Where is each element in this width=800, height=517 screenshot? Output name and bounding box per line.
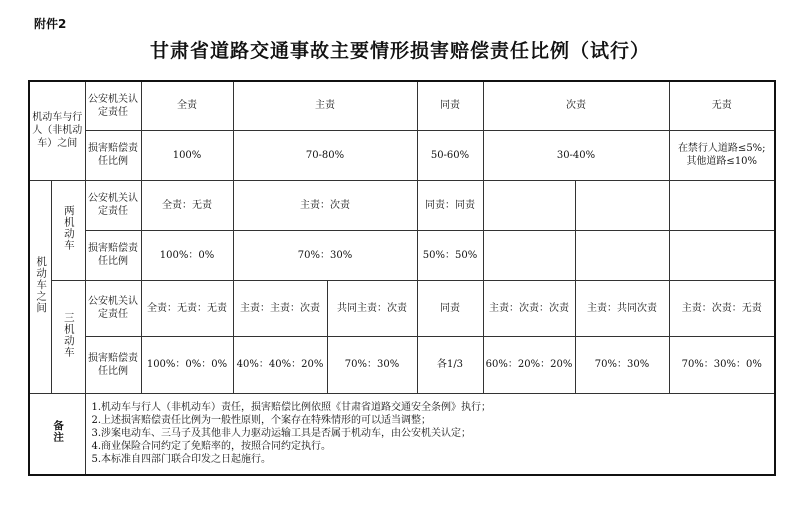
table-cell: 同责: [417, 280, 483, 336]
table-cell: [669, 180, 775, 230]
table-cell: 主责：主责：次责: [233, 280, 327, 336]
vehicle-group-label: [29, 180, 51, 393]
table-cell: [575, 230, 669, 280]
liability-table: [28, 80, 776, 476]
page-title: 甘肃省道路交通事故主要情形损害赔偿责任比例（试行）: [149, 40, 650, 62]
table-cell: 100%: [141, 130, 233, 180]
table-cell: 70%：30%：0%: [669, 336, 775, 393]
note-item: 5.本标准自四部门联合印发之日起施行。: [91, 454, 272, 466]
table-cell: 主责：次责: [233, 180, 417, 230]
table-cell: 全责：无责：无责: [141, 280, 233, 336]
table-cell: 60%：20%：20%: [483, 336, 575, 393]
table-cell: 100%：0%：0%: [141, 336, 233, 393]
two-vehicle-label: [51, 180, 85, 280]
table-cell: 70-80%: [233, 130, 417, 180]
table-cell: [669, 230, 775, 280]
table-row: [29, 336, 775, 393]
compensation-ratio-label: 损害赔偿责任比例: [85, 336, 141, 393]
two-vehicle-text: 两机动车: [62, 205, 75, 251]
table-cell: 100%：0%: [141, 230, 233, 280]
table-cell: 次责: [483, 81, 669, 130]
table-cell: 全责：无责: [141, 180, 233, 230]
table-cell: 70%：30%: [575, 336, 669, 393]
table-cell: 各1/3: [417, 336, 483, 393]
table-cell: 在禁行人道路≤5%; 其他道路≤10%: [669, 130, 775, 180]
compensation-ratio-label: 损害赔偿责任比例: [85, 130, 141, 180]
table-row: [29, 130, 775, 180]
compensation-ratio-label: 损害赔偿责任比例: [85, 230, 141, 280]
table-cell: 主责：次责：无责: [669, 280, 775, 336]
table-row: [29, 230, 775, 280]
note-item: 2.上述损害赔偿责任比例为一般性原则，个案存在特殊情形的可以适当调整；: [91, 415, 432, 427]
table-cell: [483, 180, 575, 230]
table-cell: 30-40%: [483, 130, 669, 180]
police-liability-label: 公安机关认定责任: [85, 81, 141, 130]
table-cell: 50%：50%: [417, 230, 483, 280]
table-cell: [483, 230, 575, 280]
table-row: [29, 280, 775, 336]
table-cell: 主责: [233, 81, 417, 130]
note-item: 3.涉案电动车、三马子及其他非人力驱动运输工具是否属于机动车，由公安机关认定；: [91, 428, 472, 440]
table-cell: 无责: [669, 81, 775, 130]
table-row: [29, 180, 775, 230]
notes-label: [29, 393, 85, 475]
police-liability-label: 公安机关认定责任: [85, 180, 141, 230]
police-liability-label: 公安机关认定责任: [85, 280, 141, 336]
notes-label-text: 备注: [52, 420, 65, 444]
table-row: [29, 81, 775, 130]
table-cell: 共同主责：次责: [327, 280, 417, 336]
table-cell: 同责: [417, 81, 483, 130]
notes-row: [29, 393, 775, 475]
table-cell: 全责: [141, 81, 233, 130]
table-cell: 70%：30%: [233, 230, 417, 280]
table-cell: 70%：30%: [327, 336, 417, 393]
vehicle-group-text: 机动车之间: [35, 255, 48, 314]
note-item: 4.商业保险合同约定了免赔率的，按照合同约定执行。: [91, 441, 332, 453]
table-cell: 主责：共同次责: [575, 280, 669, 336]
attachment-label: 附件2: [34, 17, 67, 31]
table-cell: 40%：40%：20%: [233, 336, 327, 393]
table-cell: 主责：次责：次责: [483, 280, 575, 336]
three-vehicle-text: 三机动车: [62, 311, 75, 358]
table-cell: [575, 180, 669, 230]
note-item: 1.机动车与行人（非机动车）责任，损害赔偿比例依照《甘肃省道路交通安全条例》执行；: [91, 402, 492, 414]
notes-content: [85, 393, 775, 475]
three-vehicle-label: [51, 280, 85, 393]
table-cell: 50-60%: [417, 130, 483, 180]
pedestrian-group-label: 机动车与行人（非机动车）之间: [29, 81, 85, 180]
table-cell: 同责：同责: [417, 180, 483, 230]
